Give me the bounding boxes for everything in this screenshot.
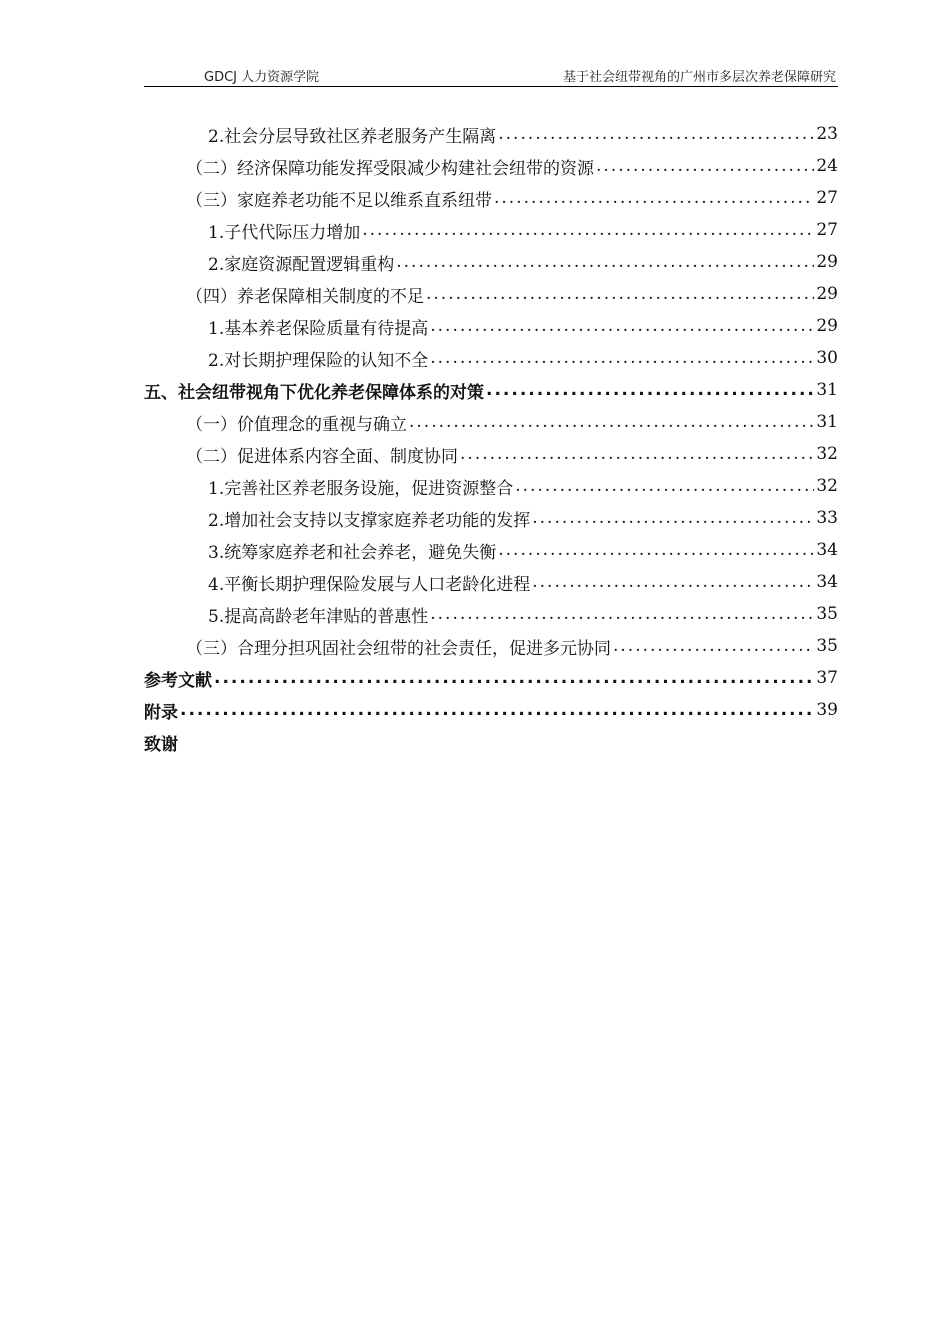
toc-entry-label: 1.子代代际压力增加: [208, 222, 361, 243]
toc-entry-label: 致谢: [144, 734, 178, 755]
toc-leader-dots: [498, 124, 814, 144]
toc-leader-dots: [409, 412, 814, 432]
toc-entry-label: （一）价值理念的重视与确立: [186, 414, 407, 435]
toc-entry-page-number: 34: [816, 540, 838, 560]
header-right-text: 基于社会纽带视角的广州市多层次养老保障研究: [562, 70, 836, 85]
toc-entry-page-number: 23: [816, 124, 838, 144]
toc-entry[interactable]: [144, 374, 838, 406]
toc-entry-label: 3.统筹家庭养老和社会养老，避免失衡: [208, 542, 497, 563]
toc-entry-page-number: 30: [816, 348, 838, 368]
toc-entry[interactable]: [144, 630, 838, 662]
toc-entry-page-number: 32: [816, 444, 838, 464]
toc-entry[interactable]: [144, 214, 838, 246]
toc-entry-page-number: 35: [816, 604, 838, 624]
toc-leader-dots: [613, 636, 814, 656]
toc-leader-dots: [180, 700, 814, 720]
toc-leader-dots: [430, 348, 814, 368]
toc-entry[interactable]: [144, 470, 838, 502]
toc-entry[interactable]: [144, 662, 838, 694]
toc-entry-page-number: 24: [816, 156, 838, 176]
toc-entry-label: 2.家庭资源配置逻辑重构: [208, 254, 395, 275]
toc-entry-label: 五、社会纽带视角下优化养老保障体系的对策: [144, 382, 484, 403]
toc-entry-page-number: 31: [816, 380, 838, 400]
toc-leader-dots: [362, 220, 814, 240]
toc-entry-page-number: 27: [816, 188, 838, 208]
toc-leader-dots: [532, 572, 814, 592]
toc-entry[interactable]: [144, 118, 838, 150]
toc-leader-dots: [426, 284, 814, 304]
toc-entry-label: 2.增加社会支持以支撑家庭养老功能的发挥: [208, 510, 531, 531]
toc-leader-dots: [596, 156, 814, 176]
toc-entry-page-number: 39: [816, 700, 838, 720]
toc-leader-dots: [494, 188, 814, 208]
toc-entry-label: （二）经济保障功能发挥受限减少构建社会纽带的资源: [186, 158, 594, 179]
toc-entry-page-number: 29: [816, 316, 838, 336]
toc-entry[interactable]: [144, 342, 838, 374]
toc-entry[interactable]: [144, 310, 838, 342]
toc-entry-label: 2.对长期护理保险的认知不全: [208, 350, 429, 371]
toc-leader-dots: [515, 476, 814, 496]
toc-entry[interactable]: [144, 502, 838, 534]
table-of-contents: [144, 118, 838, 758]
header-left-text: GDCJ 人力资源学院: [204, 70, 320, 85]
toc-entry-label: 5.提高高龄老年津贴的普惠性: [208, 606, 429, 627]
toc-leader-dots: [430, 316, 814, 336]
toc-entry[interactable]: [144, 726, 838, 758]
toc-entry[interactable]: [144, 566, 838, 598]
toc-entry[interactable]: [144, 438, 838, 470]
toc-entry[interactable]: [144, 246, 838, 278]
toc-leader-dots: [486, 380, 814, 400]
toc-entry-page-number: 29: [816, 252, 838, 272]
toc-entry[interactable]: [144, 182, 838, 214]
toc-leader-dots: [498, 540, 814, 560]
toc-entry[interactable]: [144, 534, 838, 566]
toc-entry-page-number: 33: [816, 508, 838, 528]
toc-entry[interactable]: [144, 150, 838, 182]
toc-entry-page-number: 32: [816, 476, 838, 496]
toc-leader-dots: [460, 444, 814, 464]
toc-entry-label: 4.平衡长期护理保险发展与人口老龄化进程: [208, 574, 531, 595]
toc-entry[interactable]: [144, 406, 838, 438]
toc-entry-page-number: 35: [816, 636, 838, 656]
toc-leader-dots: [396, 252, 814, 272]
toc-entry[interactable]: [144, 278, 838, 310]
toc-entry[interactable]: [144, 694, 838, 726]
toc-entry-page-number: 29: [816, 284, 838, 304]
toc-entry-label: 1.完善社区养老服务设施，促进资源整合: [208, 478, 514, 499]
toc-entry-label: 1.基本养老保险质量有待提高: [208, 318, 429, 339]
toc-entry-page-number: 27: [816, 220, 838, 240]
page-header: [144, 64, 838, 87]
toc-entry-page-number: 34: [816, 572, 838, 592]
toc-entry-label: 附录: [144, 702, 178, 723]
toc-entry-label: （三）合理分担巩固社会纽带的社会责任，促进多元协同: [186, 638, 611, 659]
toc-entry-page-number: 37: [816, 668, 838, 688]
toc-leader-dots: [214, 668, 814, 688]
toc-entry-label: （二）促进体系内容全面、制度协同: [186, 446, 458, 467]
toc-leader-dots: [430, 604, 814, 624]
toc-entry-label: （四）养老保障相关制度的不足: [186, 286, 424, 307]
toc-entry[interactable]: [144, 598, 838, 630]
toc-entry-label: 2.社会分层导致社区养老服务产生隔离: [208, 126, 497, 147]
toc-leader-dots: [532, 508, 814, 528]
toc-entry-page-number: 31: [816, 412, 838, 432]
toc-entry-label: （三）家庭养老功能不足以维系直系纽带: [186, 190, 492, 211]
toc-entry-label: 参考文献: [144, 670, 212, 691]
